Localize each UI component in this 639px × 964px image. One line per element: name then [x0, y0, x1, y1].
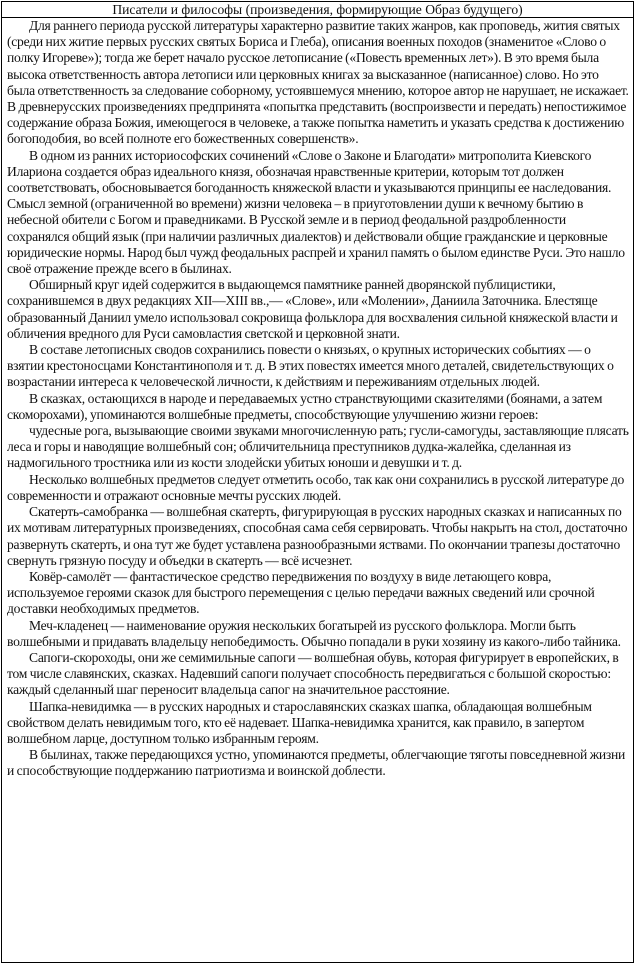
paragraph-magic-items: чудесные рога, вызывающие своими звуками многочисленную рать; гусли-самогуды, заставляющие плясать леса и горы и наводящие волшебный сон; обличительница преступников дудка-жалейка, сделанная из надмогильного тростника или из кости злодейски убитых юноши и девушки и т. д.: [7, 423, 629, 471]
header-row: [2, 2, 634, 18]
paragraph-chronicles: В составе летописных сводов сохранились повести о князьях, о крупных исторических событиях — о взятии крестоносцами Константинополя и т. д. В этих повестях имеется много деталей, свидетельствующих о возрастании интереса к человеческой личности, к действиям и переживаниям отдельных людей.: [7, 342, 614, 390]
body-row: [2, 18, 634, 963]
paragraph-early-literature: Для раннего периода русской литературы характерно развитие таких жанров, как проповедь, жития святых (среди них житие первых русских святых Бориса и Глеба), описания военных походов (знаменитое «Слово о полку Игореве»); тогда же берет начало русское летописание («Повесть временных лет»). В это время была высока ответственность автора летописи или церковных книгах за высказанное (написанное) слово. Но это была ответственность за следование соборному, устоявшемуся мнению, которое автор не нарушает, не искажает. В древнерусских произведениях предпринята «попытка представить (воспроизвести и передать) непостижимое содержание образа Божия, имеющегося в человеке, а также попытка наметить и указать средства к достижению богоподобия, во всей полноте его божественных совершенств».: [7, 18, 629, 147]
paragraph-notable-items: Несколько волшебных предметов следует отметить особо, так как они сохранились в русской литературе до современности и отражают основные мечты русских людей.: [7, 471, 625, 503]
table-header: Писатели и философы (произведения, формирующие Образ будущего): [2, 2, 634, 18]
paragraph-flying-carpet: Ковёр-самолёт — фантастическое средство передвижения по воздуху в виде летающего ковра, используемое героями сказок для быстрого перемещения с целью передачи важных сведений или срочной доставки необходимых предметов.: [7, 568, 595, 617]
paragraph-byliny: В былинах, также передающихся устно, упоминаются предметы, облегчающие тяготы повседневной жизни и способствующие поддержанию патриотизма и воинской доблести.: [7, 747, 626, 779]
paragraph-invisibility-cap: Шапка-невидимка — в русских народных и старославянских сказках шапка, обладающая волшебным свойством делать невидимым того, кто её надевает. Шапка-невидимка хранится, как правило, в запертом волшебном ларце, доступном только избранным героям.: [7, 698, 592, 746]
paragraph-boots: Сапоги-скороходы, они же семимильные сапоги — волшебная обувь, которая фигурирует в европейских, в том числе славянских, сказках. Надевший сапоги получает способность передвигаться с большой скоростью: каждый сделанный шаг переносит владельца сапог на значительное расстояние.: [7, 649, 619, 698]
document-table: [1, 1, 634, 963]
body-cell: [2, 18, 634, 963]
paragraph-tablecloth: Скатерть-самобранка — волшебная скатерть, фигурирующая в русских народных сказках и написанных по их мотивам литературных произведениях, способная сама себя сервировать. Чтобы накрыть на стол, достаточно развернуть скатерть, и она тут же будет уставлена разнообразными яствами. По окончании трапезы достаточно свернуть грязную посуду и объедки в скатерть — всё исчезнет.: [7, 504, 628, 568]
paragraph-fairy-tales: В сказках, остающихся в народе и передаваемых устно странствующими сказителями (боянами, а затем скоморохами), упоминаются волшебные предметы, способствующие улучшению жизни героев:: [7, 390, 603, 422]
paragraph-ilarion: В одном из ранних историософских сочинений «Слове о Законе и Благодати» митрополита Киевского Илариона создается образ идеального князя, обозначая нравственные критерии, которым тот должен соответствовать, обосновывается богоданность княжеской власти и указываются принципы ее наследования. Смысл земной (ограниченной во времени) жизни человека – в приуготовлении души к вечному бытию в небесной обители с Богом и праведниками. В Русской земле и в период феодальной раздробленности сохранялся общий язык (при наличии различных диалектов) и действовали общие гражданские и церковные юридические нормы. Народ был чужд феодальных распрей и хранил память о былом единстве Руси. Это нашло своё отражение прежде всего в былинах.: [7, 147, 625, 277]
paragraph-sword: Меч-кладенец — наименование оружия нескольких богатырей из русского фольклора. Могли быть волшебными и придавать владельцу непобедимость. Обычно попадали в руки хозяину из какого-либо тайника.: [7, 617, 621, 649]
paragraph-daniil-zatochnik: Обширный круг идей содержится в выдающемся памятнике ранней дворянской публицистики, сохранившемся в двух редакциях XII—XIII вв.,— «Слове», или «Молении», Даниила Заточника. Блестяще образованный Даниил умело использовал сокровища фольклора для восхваления сильной княжеской власти и обличения вредного для Руси самовластия светской и церковной знати.: [7, 277, 618, 341]
